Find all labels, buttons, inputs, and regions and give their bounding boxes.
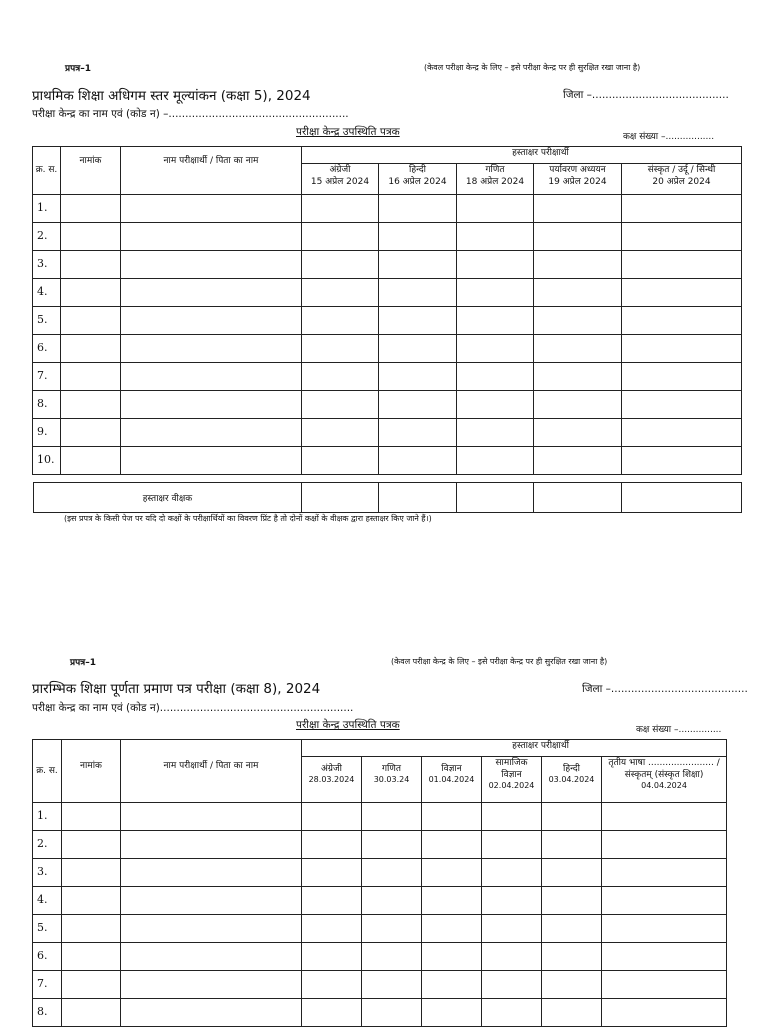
signature-cell[interactable] bbox=[302, 279, 379, 307]
signature-cell[interactable] bbox=[457, 363, 534, 391]
signature-cell[interactable] bbox=[534, 279, 622, 307]
roll-cell[interactable] bbox=[62, 999, 121, 1027]
signature-cell[interactable] bbox=[534, 307, 622, 335]
row-number: 6. bbox=[33, 943, 62, 971]
name-cell[interactable] bbox=[121, 999, 302, 1027]
signature-cell[interactable] bbox=[457, 307, 534, 335]
name-cell[interactable] bbox=[121, 831, 302, 859]
invigilator-signature-cell[interactable] bbox=[534, 483, 622, 513]
form2-attendance-table bbox=[32, 739, 727, 1027]
name-cell[interactable] bbox=[121, 391, 302, 419]
name-cell[interactable] bbox=[121, 363, 302, 391]
roll-cell[interactable] bbox=[62, 971, 121, 999]
signature-cell[interactable] bbox=[622, 335, 742, 363]
signature-cell[interactable] bbox=[457, 195, 534, 223]
signature-cell[interactable] bbox=[379, 223, 457, 251]
table-row bbox=[33, 915, 727, 943]
form2-subject: अंग्रेजी 28.03.2024 bbox=[302, 757, 362, 803]
signature-cell[interactable] bbox=[542, 943, 602, 971]
name-cell[interactable] bbox=[121, 419, 302, 447]
signature-cell[interactable] bbox=[302, 251, 379, 279]
signature-cell[interactable] bbox=[302, 335, 379, 363]
signature-cell[interactable] bbox=[622, 391, 742, 419]
signature-cell[interactable] bbox=[482, 803, 542, 831]
roll-cell[interactable] bbox=[61, 419, 121, 447]
form1-header-roll: नामांक bbox=[61, 147, 121, 195]
signature-cell[interactable] bbox=[457, 419, 534, 447]
row-number: 7. bbox=[33, 363, 61, 391]
signature-cell[interactable] bbox=[602, 859, 727, 887]
form1-header-sno: क्र. स. bbox=[33, 147, 61, 195]
row-number: 3. bbox=[33, 251, 61, 279]
form2-subject: विज्ञान 01.04.2024 bbox=[422, 757, 482, 803]
signature-cell[interactable] bbox=[302, 999, 362, 1027]
signature-cell[interactable] bbox=[379, 447, 457, 475]
roll-cell[interactable] bbox=[61, 307, 121, 335]
form1-district: जिला –......................................... bbox=[563, 89, 729, 101]
signature-cell[interactable] bbox=[362, 887, 422, 915]
form2-center-name: परीक्षा केन्द्र का नाम एवं (कोड न).......................................................... bbox=[32, 702, 354, 714]
form1-note: (केवल परीक्षा केन्द्र के लिए – इसे परीक्षा केन्द्र पर ही सुरक्षित रखा जाना है) bbox=[424, 63, 641, 72]
invigilator-label: हस्ताक्षर वीक्षक bbox=[34, 483, 302, 513]
signature-cell[interactable] bbox=[542, 859, 602, 887]
signature-cell[interactable] bbox=[602, 887, 727, 915]
signature-cell[interactable] bbox=[602, 831, 727, 859]
row-number: 4. bbox=[33, 279, 61, 307]
signature-cell[interactable] bbox=[534, 335, 622, 363]
signature-cell[interactable] bbox=[534, 363, 622, 391]
signature-cell[interactable] bbox=[542, 803, 602, 831]
form2-header-sno: क्र. स. bbox=[33, 740, 62, 803]
signature-cell[interactable] bbox=[602, 999, 727, 1027]
roll-cell[interactable] bbox=[61, 251, 121, 279]
signature-cell[interactable] bbox=[482, 971, 542, 999]
form1-subject: हिन्दी 16 अप्रेल 2024 bbox=[379, 164, 457, 195]
signature-cell[interactable] bbox=[482, 915, 542, 943]
row-number: 1. bbox=[33, 195, 61, 223]
signature-cell[interactable] bbox=[457, 447, 534, 475]
table-row bbox=[33, 307, 742, 335]
signature-cell[interactable] bbox=[422, 943, 482, 971]
signature-cell[interactable] bbox=[602, 971, 727, 999]
form2-room-number: कक्ष संख्या –............... bbox=[636, 725, 722, 735]
form1-prapatra: प्रपत्र–1 bbox=[65, 64, 91, 74]
table-row bbox=[33, 391, 742, 419]
signature-cell[interactable] bbox=[602, 803, 727, 831]
invigilator-signature-cell[interactable] bbox=[302, 483, 379, 513]
signature-cell[interactable] bbox=[422, 803, 482, 831]
signature-cell[interactable] bbox=[542, 887, 602, 915]
table-row bbox=[33, 447, 742, 475]
signature-cell[interactable] bbox=[379, 279, 457, 307]
table-row bbox=[33, 971, 727, 999]
signature-cell[interactable] bbox=[362, 999, 422, 1027]
table-row bbox=[33, 419, 742, 447]
form2-note: (केवल परीक्षा केन्द्र के लिए – इसे परीक्षा केन्द्र पर ही सुरक्षित रखा जाना है) bbox=[391, 657, 608, 666]
roll-cell[interactable] bbox=[62, 915, 121, 943]
signature-cell[interactable] bbox=[422, 859, 482, 887]
table-row bbox=[33, 999, 727, 1027]
name-cell[interactable] bbox=[121, 803, 302, 831]
signature-cell[interactable] bbox=[534, 223, 622, 251]
row-number: 6. bbox=[33, 335, 61, 363]
table-row bbox=[33, 363, 742, 391]
signature-cell[interactable] bbox=[457, 223, 534, 251]
signature-cell[interactable] bbox=[622, 195, 742, 223]
signature-cell[interactable] bbox=[457, 279, 534, 307]
invigilator-signature-cell[interactable] bbox=[379, 483, 457, 513]
signature-cell[interactable] bbox=[302, 943, 362, 971]
name-cell[interactable] bbox=[121, 335, 302, 363]
roll-cell[interactable] bbox=[61, 363, 121, 391]
signature-cell[interactable] bbox=[302, 447, 379, 475]
signature-cell[interactable] bbox=[302, 419, 379, 447]
signature-cell[interactable] bbox=[302, 223, 379, 251]
signature-cell[interactable] bbox=[302, 887, 362, 915]
name-cell[interactable] bbox=[121, 251, 302, 279]
signature-cell[interactable] bbox=[422, 887, 482, 915]
roll-cell[interactable] bbox=[61, 391, 121, 419]
signature-cell[interactable] bbox=[542, 971, 602, 999]
signature-cell[interactable] bbox=[302, 971, 362, 999]
signature-cell[interactable] bbox=[457, 391, 534, 419]
form2-sheet-title: परीक्षा केन्द्र उपस्थिति पत्रक bbox=[296, 719, 400, 731]
roll-cell[interactable] bbox=[61, 279, 121, 307]
signature-cell[interactable] bbox=[422, 999, 482, 1027]
signature-cell[interactable] bbox=[362, 943, 422, 971]
row-number: 9. bbox=[33, 419, 61, 447]
name-cell[interactable] bbox=[121, 307, 302, 335]
signature-cell[interactable] bbox=[362, 915, 422, 943]
signature-cell[interactable] bbox=[302, 915, 362, 943]
roll-cell[interactable] bbox=[61, 223, 121, 251]
roll-cell[interactable] bbox=[62, 803, 121, 831]
name-cell[interactable] bbox=[121, 943, 302, 971]
form2-district: जिला –......................................... bbox=[582, 683, 748, 695]
name-cell[interactable] bbox=[121, 279, 302, 307]
form1-title: प्राथमिक शिक्षा अधिगम स्तर मूल्यांकन (कक्षा 5), 2024 bbox=[32, 88, 311, 104]
name-cell[interactable] bbox=[121, 195, 302, 223]
roll-cell[interactable] bbox=[61, 447, 121, 475]
form1-sheet-title: परीक्षा केन्द्र उपस्थिति पत्रक bbox=[296, 126, 400, 138]
signature-cell[interactable] bbox=[379, 363, 457, 391]
row-number: 8. bbox=[33, 999, 62, 1027]
form2-prapatra: प्रपत्र–1 bbox=[70, 658, 96, 668]
signature-cell[interactable] bbox=[534, 391, 622, 419]
form1-room-number: कक्ष संख्या –................. bbox=[623, 132, 715, 142]
signature-cell[interactable] bbox=[534, 447, 622, 475]
form1-center-name: परीक्षा केन्द्र का नाम एवं (कोड न) –...................................................... bbox=[32, 108, 349, 120]
signature-cell[interactable] bbox=[457, 335, 534, 363]
signature-cell[interactable] bbox=[422, 971, 482, 999]
signature-cell[interactable] bbox=[622, 307, 742, 335]
signature-cell[interactable] bbox=[622, 419, 742, 447]
form1-subject: पर्यावरण अध्ययन 19 अप्रेल 2024 bbox=[534, 164, 622, 195]
signature-cell[interactable] bbox=[482, 943, 542, 971]
row-number: 5. bbox=[33, 915, 62, 943]
signature-cell[interactable] bbox=[302, 803, 362, 831]
signature-cell[interactable] bbox=[379, 195, 457, 223]
signature-cell[interactable] bbox=[542, 999, 602, 1027]
row-number: 2. bbox=[33, 831, 62, 859]
signature-cell[interactable] bbox=[302, 195, 379, 223]
table-row bbox=[33, 859, 727, 887]
form2-subject: सामाजिक विज्ञान 02.04.2024 bbox=[482, 757, 542, 803]
signature-cell[interactable] bbox=[302, 859, 362, 887]
row-number: 7. bbox=[33, 971, 62, 999]
form2-header-name: नाम परीक्षार्थी / पिता का नाम bbox=[121, 740, 302, 803]
signature-cell[interactable] bbox=[542, 915, 602, 943]
signature-cell[interactable] bbox=[534, 251, 622, 279]
signature-cell[interactable] bbox=[482, 999, 542, 1027]
signature-cell[interactable] bbox=[379, 251, 457, 279]
roll-cell[interactable] bbox=[61, 195, 121, 223]
signature-cell[interactable] bbox=[362, 971, 422, 999]
row-number: 1. bbox=[33, 803, 62, 831]
signature-cell[interactable] bbox=[362, 859, 422, 887]
signature-cell[interactable] bbox=[302, 391, 379, 419]
form2-subject: गणित 30.03.24 bbox=[362, 757, 422, 803]
roll-cell[interactable] bbox=[62, 831, 121, 859]
row-number: 2. bbox=[33, 223, 61, 251]
roll-cell[interactable] bbox=[62, 859, 121, 887]
form2-title: प्रारम्भिक शिक्षा पूर्णता प्रमाण पत्र परीक्षा (कक्षा 8), 2024 bbox=[32, 681, 321, 697]
signature-cell[interactable] bbox=[422, 915, 482, 943]
row-number: 8. bbox=[33, 391, 61, 419]
form1-subject: अंग्रेजी 15 अप्रेल 2024 bbox=[302, 164, 379, 195]
signature-cell[interactable] bbox=[534, 419, 622, 447]
row-number: 5. bbox=[33, 307, 61, 335]
signature-cell[interactable] bbox=[379, 391, 457, 419]
signature-cell[interactable] bbox=[379, 335, 457, 363]
signature-cell[interactable] bbox=[379, 307, 457, 335]
roll-cell[interactable] bbox=[62, 887, 121, 915]
signature-cell[interactable] bbox=[622, 279, 742, 307]
row-number: 3. bbox=[33, 859, 62, 887]
table-row bbox=[33, 943, 727, 971]
signature-cell[interactable] bbox=[302, 307, 379, 335]
form2-header-signature: हस्ताक्षर परीक्षार्थी bbox=[302, 740, 727, 757]
signature-cell[interactable] bbox=[302, 363, 379, 391]
row-number: 4. bbox=[33, 887, 62, 915]
signature-cell[interactable] bbox=[482, 859, 542, 887]
signature-cell[interactable] bbox=[362, 831, 422, 859]
signature-cell[interactable] bbox=[482, 831, 542, 859]
signature-cell[interactable] bbox=[622, 447, 742, 475]
table-row bbox=[33, 803, 727, 831]
form2-header-roll: नामांक bbox=[62, 740, 121, 803]
form1-header-signature: हस्ताक्षर परीक्षार्थी bbox=[302, 147, 742, 164]
form1-subject: गणित 18 अप्रेल 2024 bbox=[457, 164, 534, 195]
form1-attendance-table bbox=[32, 146, 742, 475]
signature-cell[interactable] bbox=[482, 887, 542, 915]
signature-cell[interactable] bbox=[534, 195, 622, 223]
name-cell[interactable] bbox=[121, 971, 302, 999]
table-row bbox=[33, 335, 742, 363]
table-row bbox=[33, 195, 742, 223]
table-row bbox=[33, 887, 727, 915]
roll-cell[interactable] bbox=[62, 943, 121, 971]
name-cell[interactable] bbox=[121, 915, 302, 943]
form2-subject: हिन्दी 03.04.2024 bbox=[542, 757, 602, 803]
table-row bbox=[33, 831, 727, 859]
signature-cell[interactable] bbox=[622, 363, 742, 391]
form1-subject: संस्कृत / उर्दू / सिन्धी 20 अप्रेल 2024 bbox=[622, 164, 742, 195]
table-row bbox=[33, 223, 742, 251]
signature-cell[interactable] bbox=[622, 223, 742, 251]
roll-cell[interactable] bbox=[61, 335, 121, 363]
signature-cell[interactable] bbox=[422, 831, 482, 859]
name-cell[interactable] bbox=[121, 887, 302, 915]
signature-cell[interactable] bbox=[602, 915, 727, 943]
form1-header-name: नाम परीक्षार्थी / पिता का नाम bbox=[121, 147, 302, 195]
invigilator-signature-cell[interactable] bbox=[457, 483, 534, 513]
form1-invigilator-table bbox=[33, 482, 742, 513]
form1-footer-note: (इस प्रपत्र के किसी पेज पर यदि दो कक्षों के परीक्षार्थियों का विवरण प्रिंट है तो दोनों कक्षों के वीक्षक द्वारा हस्ताक्षर किए जाने हैं।) bbox=[64, 514, 432, 523]
row-number: 10. bbox=[33, 447, 61, 475]
signature-cell[interactable] bbox=[542, 831, 602, 859]
name-cell[interactable] bbox=[121, 447, 302, 475]
signature-cell[interactable] bbox=[379, 419, 457, 447]
signature-cell[interactable] bbox=[602, 943, 727, 971]
name-cell[interactable] bbox=[121, 223, 302, 251]
signature-cell[interactable] bbox=[622, 251, 742, 279]
signature-cell[interactable] bbox=[362, 803, 422, 831]
table-row bbox=[33, 279, 742, 307]
signature-cell[interactable] bbox=[302, 831, 362, 859]
signature-cell[interactable] bbox=[457, 251, 534, 279]
form2-subject: तृतीय भाषा ....................... / संस्कृतम् (संस्कृत शिक्षा) 04.04.2024 bbox=[602, 757, 727, 803]
table-row bbox=[33, 251, 742, 279]
name-cell[interactable] bbox=[121, 859, 302, 887]
invigilator-signature-cell[interactable] bbox=[622, 483, 742, 513]
